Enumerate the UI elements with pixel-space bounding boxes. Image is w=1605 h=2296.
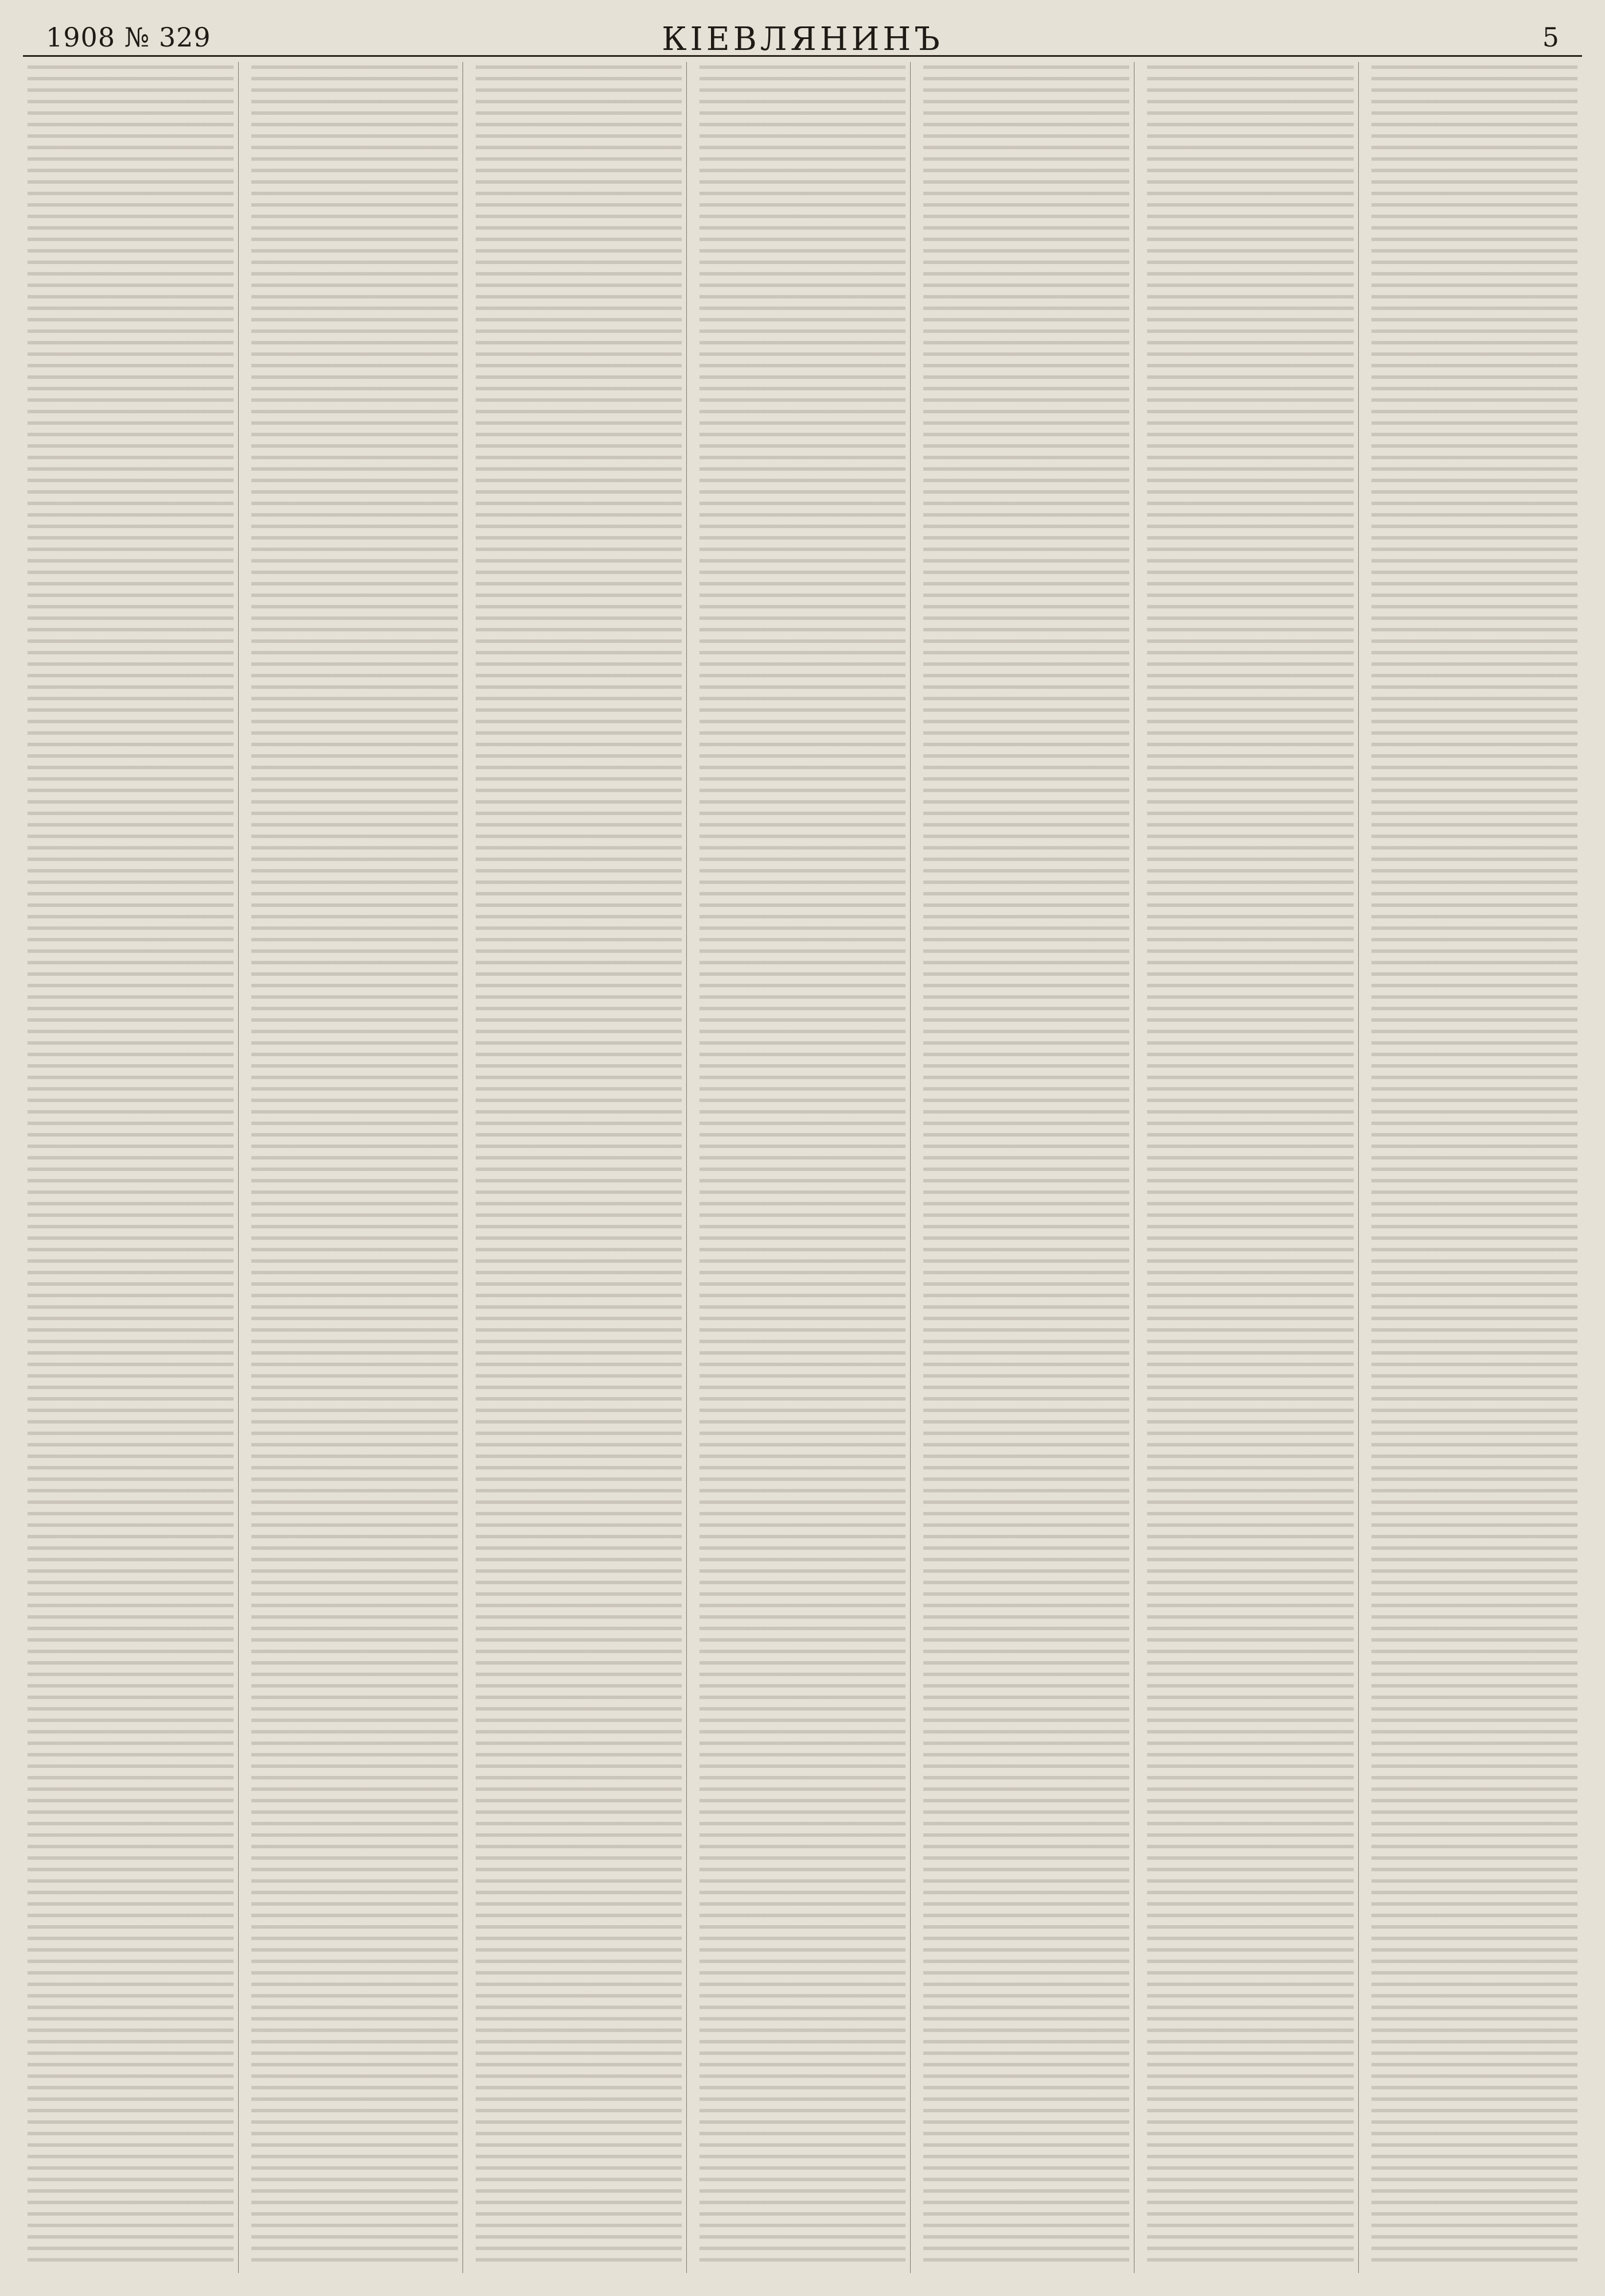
newspaper-title: КІЕВЛЯНИНЪ bbox=[662, 21, 943, 58]
text-lines bbox=[28, 65, 234, 2270]
columns bbox=[23, 62, 1582, 2273]
page-number: 5 bbox=[1542, 22, 1559, 53]
column-2 bbox=[247, 62, 463, 2273]
text-lines bbox=[1371, 65, 1577, 2270]
issue-date-number: 1908 № 329 bbox=[46, 22, 211, 53]
text-lines bbox=[923, 65, 1129, 2270]
masthead bbox=[23, 17, 1582, 58]
column-1 bbox=[23, 62, 239, 2273]
text-lines bbox=[476, 65, 682, 2270]
column-7 bbox=[1367, 62, 1582, 2273]
column-6 bbox=[1142, 62, 1358, 2273]
masthead-rule bbox=[23, 55, 1582, 57]
column-3 bbox=[471, 62, 687, 2273]
text-lines bbox=[699, 65, 906, 2270]
column-4 bbox=[695, 62, 911, 2273]
text-lines bbox=[1147, 65, 1353, 2270]
column-5 bbox=[919, 62, 1134, 2273]
text-lines bbox=[251, 65, 457, 2270]
